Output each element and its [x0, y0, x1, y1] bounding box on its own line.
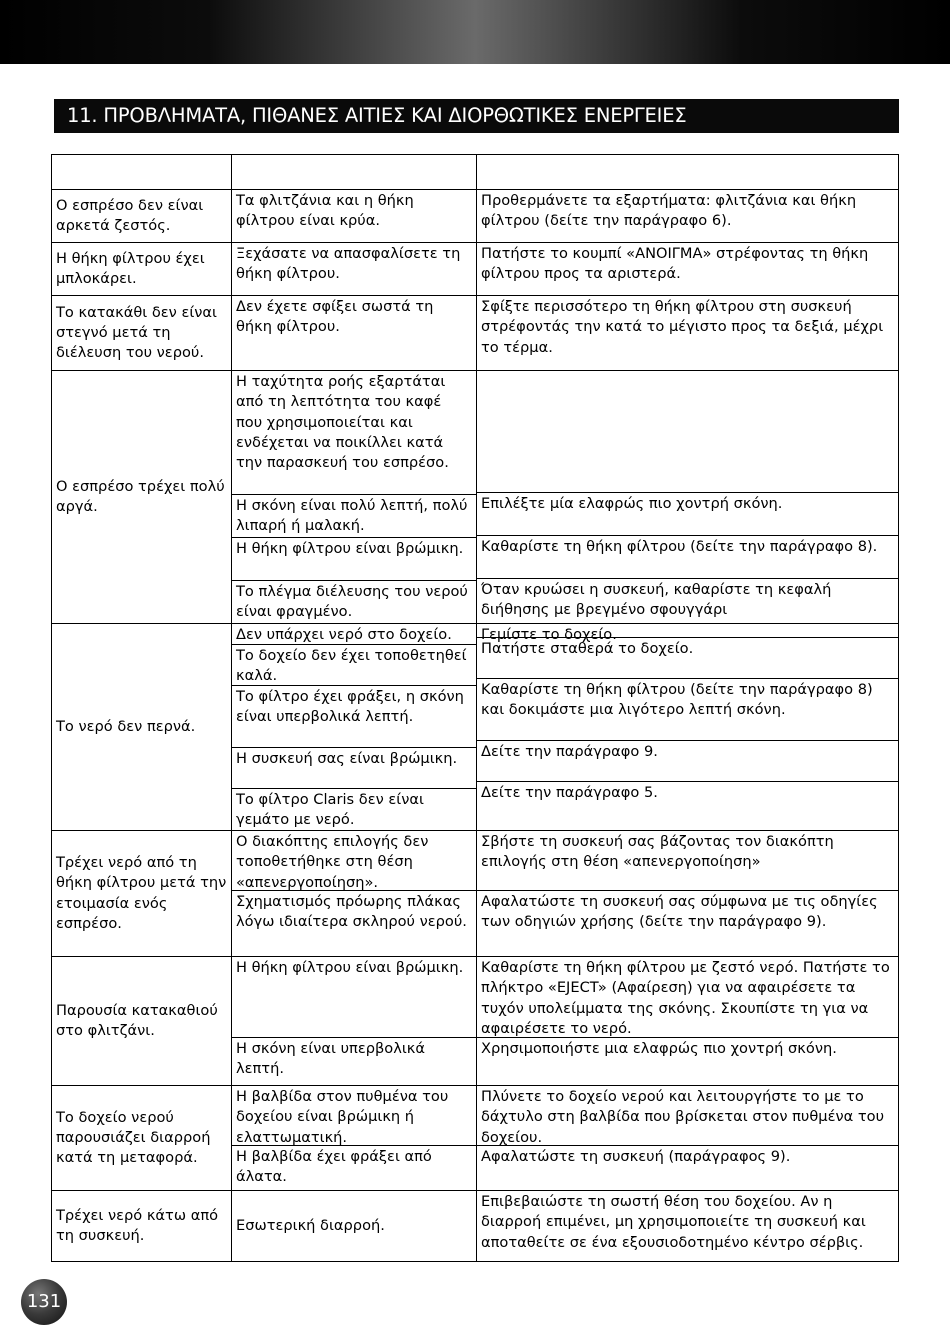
causes-cell: [232, 243, 477, 296]
page-number: 131: [21, 1279, 67, 1325]
cause-text: Η βαλβίδα έχει φράξει από άλατα.: [232, 1145, 476, 1188]
causes-cell: [232, 831, 477, 957]
problem-cell: Η θήκη φίλτρου έχει μπλοκάρει.: [52, 243, 232, 296]
table-row: [52, 190, 899, 243]
table-row: [52, 296, 899, 371]
cause-text: Ξεχάσατε να απασφαλίσετε τη θήκη φίλτρου.: [236, 245, 461, 283]
causes-cell: Εσωτερική διαρροή.: [232, 1191, 477, 1262]
remedy-text: Χρησιμοποιήστε μια ελαφρώς πιο χοντρή σκόνη.: [477, 1037, 898, 1083]
header-cell-problem: [52, 155, 232, 190]
remedy-text: Δείτε την παράγραφο 5.: [477, 781, 898, 823]
top-banner: [0, 0, 950, 64]
cause-text: Η θήκη φίλτρου είναι βρώμικη.: [236, 959, 464, 976]
problem-cell: Το νερό δεν περνά.: [52, 624, 232, 831]
remedies-cell: [477, 1086, 899, 1191]
table-row: [52, 371, 899, 624]
cause-text: Δεν έχετε σφίξει σωστά τη θήκη φίλτρου.: [236, 298, 434, 336]
remedies-cell: [477, 831, 899, 957]
header-cell-remedy: [477, 155, 899, 190]
remedy-text: Καθαρίστε τη θήκη φίλτρου (δείτε την παράγραφο 8).: [477, 535, 898, 578]
causes-cell: [232, 296, 477, 371]
problem-cell: Ο εσπρέσο τρέχει πολύ αργά.: [52, 371, 232, 624]
remedy-text: Δείτε την παράγραφο 9.: [477, 740, 898, 781]
cause-text: Δεν υπάρχει νερό στο δοχείο.: [236, 626, 452, 643]
causes-cell: [232, 624, 477, 831]
remedies-cell: [477, 1191, 899, 1262]
remedy-text: Προθερμάνετε τα εξαρτήματα: φλιτζάνια και θήκη φίλτρου (δείτε την παράγραφο 6).: [481, 192, 857, 230]
cause-text: Η ταχύτητα ροής εξαρτάται από τη λεπτότητα του καφέ που χρησιμοποιείται και ενδέχεται να ποικίλλει κατά την παρασκευή του εσπρέσο.: [236, 373, 449, 472]
remedy-text: Αφαλατώστε τη συσκευή σας σύμφωνα με τις οδηγίες των οδηγιών χρήσης (δείτε την παράγραφο 9).: [477, 890, 898, 954]
table-header-row: [52, 155, 899, 190]
cause-text: Η θήκη φίλτρου είναι βρώμικη.: [232, 537, 476, 580]
cause-text: Τα φλιτζάνια και η θήκη φίλτρου είναι κρύα.: [236, 192, 414, 230]
troubleshooting-table: [51, 154, 899, 1262]
table-row: [52, 957, 899, 1086]
table-row: [52, 1191, 899, 1262]
cause-text: Το φίλτρο Claris δεν είναι γεμάτο με νερό.: [232, 788, 476, 830]
cause-text: Η σκόνη είναι υπερβολικά λεπτή.: [232, 1037, 476, 1083]
table-row: [52, 243, 899, 296]
table-row: [52, 831, 899, 957]
section-heading: 11. ΠΡΟΒΛΗΜΑΤΑ, ΠΙΘΑΝΕΣ ΑΙΤΙΕΣ ΚΑΙ ΔΙΟΡΘΩΤΙΚΕΣ ΕΝΕΡΓΕΙΕΣ: [54, 99, 899, 133]
problem-cell: Παρουσία κατακαθιού στο φλιτζάνι.: [52, 957, 232, 1086]
remedy-text: Επιβεβαιώστε τη σωστή θέση του δοχείου. Αν η διαρροή επιμένει, μη χρησιμοποιείτε τη συσκευή και αποταθείτε σε ένα εξουσιοδοτημένο κέντρο σέρβις.: [481, 1193, 866, 1251]
remedy-text: Πατήστε σταθερά το δοχείο.: [477, 637, 898, 678]
remedy-text: Επιλέξτε μία ελαφρώς πιο χοντρή σκόνη.: [477, 492, 898, 535]
causes-cell: [232, 190, 477, 243]
problem-cell: Τρέχει νερό κάτω από τη συσκευή.: [52, 1191, 232, 1262]
causes-cell: [232, 371, 477, 624]
cause-text: Η συσκευή σας είναι βρώμικη.: [232, 747, 476, 788]
causes-cell: [232, 1086, 477, 1191]
table-row: [52, 1086, 899, 1191]
cause-text: Ο διακόπτης επιλογής δεν τοποθετήθηκε στη θέση «απενεργοποίηση».: [236, 833, 429, 891]
cause-text: Η βαλβίδα στον πυθμένα του δοχείου είναι βρώμικη ή ελαττωματική.: [236, 1088, 449, 1146]
cause-text: Η σκόνη είναι πολύ λεπτή, πολύ λιπαρή ή μαλακή.: [232, 494, 476, 537]
remedy-text: Σφίξτε περισσότερο τη θήκη φίλτρου στη συσκευή στρέφοντάς την κατά το μέγιστο προς τα δεξιά, μέχρι το τέρμα.: [481, 298, 884, 356]
remedy-text: Πλύνετε το δοχείο νερού και λειτουργήστε το με το δάχτυλο στη βαλβίδα που βρίσκεται στον πυθμένα του δοχείου.: [481, 1088, 885, 1146]
problem-cell: Το κατακάθι δεν είναι στεγνό μετά τη διέλευση του νερού.: [52, 296, 232, 371]
remedy-text: Σβήστε τη συσκευή σας βάζοντας τον διακόπτη επιλογής στη θέση «απενεργοποίηση»: [481, 833, 834, 871]
remedies-cell: [477, 190, 899, 243]
remedies-cell: [477, 243, 899, 296]
header-cell-cause: [232, 155, 477, 190]
remedies-cell: [477, 371, 899, 624]
remedy-text: Αφαλατώστε τη συσκευή (παράγραφος 9).: [477, 1145, 898, 1188]
remedy-text: Γεμίστε το δοχείο.: [481, 626, 617, 643]
table-row: [52, 624, 899, 831]
cause-text: Το δοχείο δεν έχει τοποθετηθεί καλά.: [232, 644, 476, 685]
remedies-cell: [477, 957, 899, 1086]
remedies-cell: [477, 624, 899, 831]
remedy-text: Καθαρίστε τη θήκη φίλτρου (δείτε την παράγραφο 8) και δοκιμάστε μια λιγότερο λεπτή σκόνη.: [477, 678, 898, 740]
remedies-cell: [477, 296, 899, 371]
remedy-text: [477, 371, 898, 492]
remedy-text: Καθαρίστε τη θήκη φίλτρου με ζεστό νερό. Πατήστε το πλήκτρο «EJECT» (Αφαίρεση) για να αφαιρέσετε τα τυχόν υπολείμματα της σκόνης. Σκουπίστε τη για να αφαιρέσετε το νερό.: [481, 959, 890, 1037]
cause-text: Σχηματισμός πρόωρης πλάκας λόγω ιδιαίτερα σκληρού νερού.: [232, 890, 476, 954]
cause-text: Το φίλτρο έχει φράξει, η σκόνη είναι υπερβολικά λεπτή.: [232, 685, 476, 747]
cause-text: Το πλέγμα διέλευσης του νερού είναι φραγμένο.: [232, 580, 476, 623]
problem-cell: Ο εσπρέσο δεν είναι αρκετά ζεστός.: [52, 190, 232, 243]
remedy-text: Πατήστε το κουμπί «ΑΝΟΙΓΜΑ» στρέφοντας τη θήκη φίλτρου προς τα αριστερά.: [481, 245, 869, 283]
troubleshooting-table-wrapper: [51, 154, 898, 1262]
problem-cell: Το δοχείο νερού παρουσιάζει διαρροή κατά τη μεταφορά.: [52, 1086, 232, 1191]
remedy-text: Όταν κρυώσει η συσκευή, καθαρίστε τη κεφαλή διήθησης με βρεγμένο σφουγγάρι: [477, 578, 898, 621]
problem-cell: Τρέχει νερό από τη θήκη φίλτρου μετά την ετοιμασία ενός εσπρέσο.: [52, 831, 232, 957]
causes-cell: [232, 957, 477, 1086]
